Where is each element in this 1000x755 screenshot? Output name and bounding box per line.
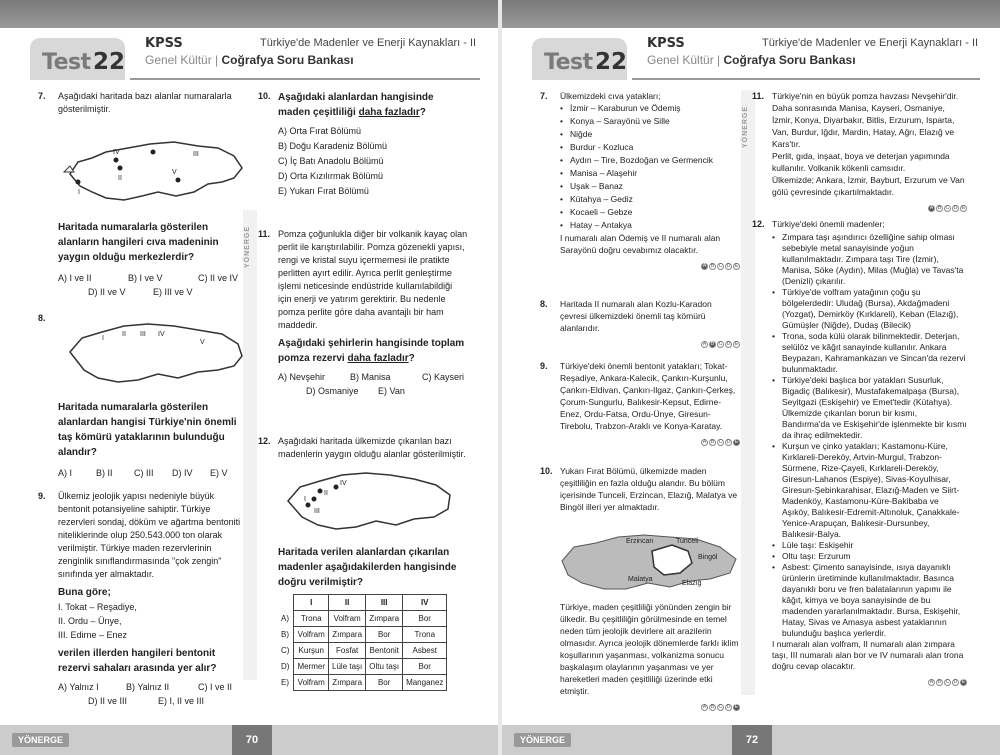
option-a[interactable]: A) Nevşehir (278, 372, 326, 382)
option-a[interactable]: A) Orta Fırat Bölümü (278, 126, 362, 136)
genel-kultur: Genel Kültür (647, 53, 714, 67)
bubble-a: A (702, 341, 707, 347)
turkey-map-svg (278, 461, 458, 541)
stem-a: Aşağıdaki şehirlerin hangisinde toplam pomza rezervi (278, 338, 465, 364)
stem-underlined: daha fazladır (347, 353, 409, 364)
map-label-ii: II (118, 175, 122, 182)
bubble-b: B (710, 704, 715, 710)
region-map-svg (560, 517, 740, 597)
test-label: Test (42, 50, 91, 75)
bubble-c: C (718, 263, 723, 269)
bubble-e: E (961, 679, 966, 685)
options-row-2 (58, 285, 243, 299)
top-band (0, 0, 500, 28)
option-c[interactable]: C) II ve IV (198, 273, 239, 283)
option-e[interactable]: E) I, II ve III (158, 696, 205, 706)
map-label-malatya: Malatya (628, 576, 653, 583)
bubble-e: E (734, 439, 739, 445)
answer-11 (752, 90, 967, 213)
page-footer (502, 725, 1000, 755)
table-cell: Zımpara (366, 611, 403, 627)
option-d[interactable]: D) Orta Kızılırmak Bölümü (278, 171, 384, 181)
option-d[interactable]: D) IV (172, 468, 193, 478)
table-cell: Oltu taşı (366, 659, 403, 675)
page-number: 70 (232, 725, 272, 755)
answer-number: 7. (540, 91, 548, 101)
table-cell: Bentonit (366, 643, 403, 659)
option-a[interactable]: A) I ve II (58, 273, 92, 283)
subject-title: Türkiye'de Madenler ve Enerji Kaynakları - II (260, 37, 477, 49)
table-cell: Volfram (294, 627, 329, 643)
map-label-i: I (78, 189, 80, 196)
question-7 (38, 90, 243, 299)
answer-10 (540, 465, 740, 712)
map-point-ii (118, 166, 123, 171)
map-label-elazig: Elazığ (682, 580, 702, 587)
region-map (560, 517, 740, 597)
table-row[interactable] (278, 611, 447, 627)
options (58, 466, 243, 480)
answer-outro: I numaralı alan Ödemiş ve II numaralı alan Sarayönü doğru cevabımız olacaktır. (560, 233, 721, 255)
options-row (58, 466, 243, 480)
list-item: • Türkiye'de volfram yatağının çoğu şu bölgelerdedir: Uludağ (Bursa), Akdağmadeni (Yozgat), Demirköy (Kırklareli), Keban (Elazığ), Gümüşler (Niğde), Dudaş (Bilecik) (772, 287, 967, 331)
footer-logo: YÖNERGE (514, 733, 571, 747)
question-8 (38, 312, 243, 480)
answer-outro: I numaralı alan volfram, II numaralı alan zımpara taşı, III numaralı alan bor ve IV numaralı alan trona doğru cevap olacaktır. (772, 639, 964, 671)
question-stem: Haritada numaralarla gösterilen alanların hangileri cıva madeninin yaygın olduğu merkezlerdir? (58, 222, 219, 263)
table-cell: Trona (294, 611, 329, 627)
table-cell: Bor (366, 675, 403, 691)
table-cell: Lüle taşı (329, 659, 366, 675)
option-e[interactable]: E) V (210, 468, 228, 478)
page-footer (0, 725, 500, 755)
answer-key (752, 200, 967, 213)
table-cell: Kurşun (294, 643, 329, 659)
answer-table (278, 594, 447, 691)
answer-bubbles (701, 341, 740, 348)
option-d[interactable]: D) II ve III (88, 696, 128, 706)
bubble-d: D (953, 205, 958, 211)
answer-bubbles (701, 704, 740, 711)
bubble-b: B (937, 679, 942, 685)
answer-text: Türkiye'nin en büyük pomza havzası Nevşehir'dir. Daha sonrasında Manisa, Kayseri, Osmaniye, İzmir, Konya, Diyarbakır, Bitlis, Erzurum, Isparta, Van, Burdur, Iğdır, Mardin, Hatay, Ağrı, Elazığ ve Kars'tır. (772, 91, 959, 149)
bubble-c: C (718, 704, 723, 710)
kpss-label: KPSS (145, 36, 183, 51)
option-e[interactable]: E) Yukarı Fırat Bölümü (278, 186, 369, 196)
options (58, 271, 243, 299)
option-a[interactable]: A) I (58, 468, 73, 478)
list-item: • Lüle taşı: Eskişehir (772, 540, 967, 551)
bubble-b: B (937, 205, 942, 211)
test-tab (30, 38, 125, 80)
option-b[interactable]: B) Yalnız II (126, 682, 170, 692)
bubble-a: A (702, 439, 707, 445)
bubble-d: D (726, 439, 731, 445)
right-page (502, 0, 1000, 755)
list-item: • Aydın – Tire, Bozdoğan ve Germencik (560, 154, 740, 167)
list-item: • Uşak – Banaz (560, 180, 740, 193)
genel-kultur: Genel Kültür (145, 53, 212, 67)
table-cell: Zımpara (329, 675, 366, 691)
side-logo: YÖNERGE (244, 226, 251, 269)
table-cell: Fosfat (329, 643, 366, 659)
items (58, 600, 243, 642)
map-label-bingol: Bingöl (698, 554, 718, 561)
bubble-c: C (945, 205, 950, 211)
question-text: Ülkemiz jeolojik yapısı nedeniyle büyük bentonit potansiyeline sahiptir. Türkiye rezervleri sondaj, döküm ve ağartma bentoniti niteliklerinde olup 250.543.000 ton olarak verilmiştir. Türkiye maden rezervlerinin zenginlik sınıflandırmasında "çok zengin" sınıfında yer almaktadır. (58, 491, 241, 579)
test-number: 22 (93, 49, 126, 75)
table-header: II (329, 595, 366, 611)
item-1: I. Tokat – Reşadiye, (58, 602, 137, 612)
bubble-a: A (702, 704, 707, 710)
map-point-iv (334, 485, 339, 490)
question-11 (258, 228, 468, 398)
answer-number: 12. (752, 219, 765, 229)
options-row-1 (58, 271, 243, 285)
header-rule (130, 78, 480, 80)
question-stem (278, 336, 468, 366)
option-c[interactable]: C) III (134, 468, 154, 478)
list-item: • Manisa – Alaşehir (560, 167, 740, 180)
stem-b: ? (419, 107, 426, 118)
list-item: • Burdur - Kozluca (560, 141, 740, 154)
list-item: • Konya – Sarayönü ve Sille (560, 115, 740, 128)
table-header: I (294, 595, 329, 611)
answer-key (540, 699, 740, 712)
question-text: Aşağıdaki haritada ülkemizde çıkarılan bazı madenlerin yaygın olduğu alanlar gösterilmiştir. (278, 436, 466, 459)
bubble-e: E (961, 205, 966, 211)
turkey-map-svg (58, 122, 248, 212)
stem-a: Aşağıdaki alanlardan hangisinde maden çeşitliliği (278, 92, 434, 118)
row-label: A) (281, 614, 289, 623)
map-label-ii: II (324, 490, 328, 497)
table-cell: Volfram (294, 675, 329, 691)
bubble-d: D (726, 341, 731, 347)
turkey-map (58, 312, 248, 394)
table-cell: Mermer (294, 659, 329, 675)
map-label-i: I (304, 496, 306, 503)
option-b[interactable]: B) II (96, 468, 113, 478)
footer-logo: YÖNERGE (12, 733, 69, 747)
answer-text-2: Perlit, gıda, inşaat, boya ve deterjan yapımında kullanılır. Volkanik kökenli camsıdır. (772, 151, 950, 173)
answer-bubbles (928, 205, 967, 212)
list-item: • Kurşun ve çinko yatakları; Kastamonu-Küre, Kırklareli-Dereköy, Artvin-Murgul, Trabzon-Sürmene, Rize-Çayeli, Kırklareli-Dereköy, Giresun-Lahanos (Espiye), Sivas-Koyulhisar, Giresun-Şebinkarahisar, Elazığ-Maden ve Siirt-Madenköy, Kastamonu-Küre-Bakibaba ve Aşıköy, Balıkesir-Edremit-Altınoluk, Çanakkale-Yenice-Arapuçan, Balıkesir-Dursunbey, Balıkesir-Balya. (772, 441, 967, 540)
item-2: II. Ordu – Ünye, (58, 616, 122, 626)
table-cell: Asbest (403, 643, 447, 659)
bubble-b: B (710, 439, 715, 445)
answer-key (540, 258, 740, 271)
question-stem (278, 90, 468, 120)
table-row[interactable] (278, 675, 447, 691)
subject-title: Türkiye'de Madenler ve Enerji Kaynakları - II (762, 37, 979, 49)
table-header-row (278, 595, 447, 611)
list-item: • Hatay – Antakya (560, 219, 740, 232)
answer-key (752, 674, 967, 687)
answer-text-2: Türkiye, maden çeşitliliği yönünden zengin bir ülkedir. Bu çeşitliliğin görülmesinde en temel neden tüm jeolojik devirlere ait arazilerin olmasıdır. Ayrıca jeolojik dönemlerde farklı iklim koşullarının yaşanması, volkanizma sonucu başkalaşım olaylarının yaşanması ve yer hareketleri maden çeşitliliği üzerinde etki etmiştir. (560, 602, 739, 696)
answer-number: 10. (540, 466, 553, 476)
header-rule (632, 78, 980, 80)
bubble-e: E (734, 704, 739, 710)
map-point-ii (318, 489, 323, 494)
question-9 (38, 490, 243, 708)
turkey-map-svg (58, 312, 248, 394)
turkey-map (58, 122, 248, 212)
answer-list (560, 102, 740, 232)
options-row-1 (278, 370, 468, 384)
list-item: • Kocaeli – Gebze (560, 206, 740, 219)
option-b[interactable]: B) Doğu Karadeniz Bölümü (278, 141, 388, 151)
answer-intro: Türkiye'deki önemli madenler; (772, 219, 885, 229)
question-number: 11. (258, 229, 271, 239)
options (278, 124, 468, 199)
table-header: IV (403, 595, 447, 611)
top-band (502, 0, 1000, 28)
row-label: D) (281, 662, 290, 671)
option-c[interactable]: C) İç Batı Anadolu Bölümü (278, 156, 384, 166)
answer-number: 9. (540, 361, 548, 371)
table-cell: Volfram (329, 611, 366, 627)
answer-list (772, 232, 967, 639)
option-d[interactable]: D) Osmaniye (306, 386, 359, 396)
page-number: 72 (732, 725, 772, 755)
list-item: • Oltu taşı: Erzurum (772, 551, 967, 562)
test-number: 22 (595, 49, 628, 75)
map-label-tunceli: Tunceli (676, 538, 699, 545)
bubble-a: A (702, 263, 707, 269)
option-b[interactable]: B) I ve V (128, 273, 163, 283)
table-cell: Bor (366, 627, 403, 643)
table-row[interactable] (278, 659, 447, 675)
answer-number: 8. (540, 299, 548, 309)
question-number: 7. (38, 91, 46, 101)
question-text: Pomza çoğunlukla diğer bir volkanik kayaç olan perlit ile karıştırılabilir. Pomza gözenekli yapısı, rengi ve kristal suyu içermemesi ile pratikte perlitten ayırt edilir. Ayrıca perlit genleştirme işlemi neticesinde endüstride kullanılabildiği için enerji ve yatırım gerektirir. Bu nedenle pomza perlite göre daha avantajlı bir ham maddedir. (278, 229, 468, 330)
table-header: III (366, 595, 403, 611)
option-c[interactable]: C) I ve II (198, 682, 233, 692)
map-label-iv: IV (340, 480, 347, 487)
test-tab (532, 38, 627, 80)
answer-number: 11. (752, 91, 765, 101)
answer-text: Haritada II numaralı alan Kozlu-Karadon çevresi ülkemizdeki önemli taş kömürü alanlarıdır. (560, 299, 712, 333)
question-stem: Haritada verilen alanlardan çıkarılan madenler aşağıdakilerden hangisinde doğru verilmiştir? (278, 547, 457, 588)
option-e[interactable]: E) III ve V (153, 287, 193, 297)
question-number: 8. (38, 313, 46, 323)
buna-gore: Buna göre; (58, 587, 111, 598)
bubble-c: C (718, 341, 723, 347)
map-point-iii (151, 150, 156, 155)
kpss-label: KPSS (647, 36, 685, 51)
map-label-i: I (102, 335, 104, 342)
answer-bubbles (701, 439, 740, 446)
answer-key (540, 336, 740, 349)
turkey-map (278, 461, 458, 541)
options-row-2 (278, 384, 468, 398)
question-stem: verilen illerden hangileri bentonit rezervi sahaları arasında yer alır? (58, 648, 217, 674)
table-row[interactable] (278, 643, 447, 659)
table-row[interactable] (278, 627, 447, 643)
answer-text: Yukarı Fırat Bölümü, ülkemizde maden çeşitliliğin en fazla olduğu alandır. Bu bölüm içerisinde Tunceli, Erzincan, Elazığ, Malatya ve Bingöl illeri yer almaktadır. (560, 466, 738, 512)
bubble-e: E (734, 341, 739, 347)
bubble-e: E (734, 263, 739, 269)
table-cell: Bor (403, 659, 447, 675)
answer-bubbles (928, 679, 967, 686)
page-header (0, 28, 500, 80)
map-label-ii: II (122, 331, 126, 338)
map-label-v: V (172, 169, 177, 176)
map-point-iv (114, 158, 119, 163)
page-header (502, 28, 1000, 80)
map-label-v: V (200, 339, 205, 346)
bubble-b: B (710, 263, 715, 269)
question-number: 12. (258, 436, 271, 446)
map-point-i (312, 497, 317, 502)
list-item: • İzmir – Karaburun ve Ödemiş (560, 102, 740, 115)
question-number: 10. (258, 91, 271, 101)
stem-underlined: daha fazladır (358, 107, 420, 118)
bubble-d: D (953, 679, 958, 685)
table-corner (278, 595, 294, 611)
map-label-erzincan: Erzincan (626, 538, 654, 545)
list-item: • Trona, soda külü olarak bilinmektedir. Deterjan, selülöz ve kâğıt sanayinde kullanılır. Ankara Beypazarı, Kahramankazan ve Sincan'da rezervi bulunmaktadır. (772, 331, 967, 375)
list-item: • Niğde (560, 128, 740, 141)
stem-b: ? (408, 353, 415, 364)
bubble-a: A (929, 679, 934, 685)
options (278, 370, 468, 398)
answer-9 (540, 360, 740, 447)
map-label-iii: III (193, 151, 199, 158)
question-stem: Haritada numaralarla gösterilen alanlardan hangisi Türkiye'nin önemli taş kömürü yataklarının bulunduğu alandır? (58, 402, 237, 458)
side-logo: YÖNERGE (742, 106, 749, 149)
answer-intro: Ülkemizdeki cıva yatakları; (560, 91, 661, 101)
table-cell: Bor (403, 611, 447, 627)
option-b[interactable]: B) Manisa (350, 372, 391, 382)
side-logo-strip (243, 210, 257, 680)
table-cell: Trona (403, 627, 447, 643)
map-label-iii: III (314, 508, 320, 515)
answer-8 (540, 298, 740, 349)
bubble-a: A (929, 205, 934, 211)
table-cell: Manganez (403, 675, 447, 691)
question-12 (258, 435, 468, 691)
options-row-2 (58, 694, 243, 708)
answer-12 (752, 218, 967, 687)
map-point-i (76, 180, 81, 185)
option-d[interactable]: D) II ve V (88, 287, 126, 297)
test-label: Test (544, 50, 593, 75)
row-label: E) (281, 678, 289, 687)
question-text: Aşağıdaki haritada bazı alanlar numaralarla gösterilmiştir. (58, 91, 232, 114)
answer-key (540, 434, 740, 447)
bubble-b: B (710, 341, 715, 347)
row-label: B) (281, 630, 289, 639)
bubble-d: D (726, 263, 731, 269)
answer-7 (540, 90, 740, 271)
options (58, 680, 243, 708)
map-label-iv: IV (113, 149, 120, 156)
book-subtitle: Genel Kültür | Coğrafya Soru Bankası (647, 53, 856, 67)
question-number: 9. (38, 491, 46, 501)
map-label-iii: III (140, 331, 146, 338)
list-item: • Türkiye'deki başlıca bor yatakları Susurluk, Bigadiç (Balıkesir), Mustafakemalpaşa (Bursa), Seyitgazi (Eskişehir) ve Emet'tedir (Kütahya). Ülkemizde çıkarılan borun bir kısmı, Bandırma'da ve Eskişehir'de işlenmekte bir kısmı da ihraç edilmektedir. (772, 375, 967, 441)
options-row-1 (58, 680, 243, 694)
row-label: C) (281, 646, 290, 655)
bubble-c: C (945, 679, 950, 685)
map-point-iii (306, 503, 311, 508)
bubble-c: C (718, 439, 723, 445)
book-subtitle: Genel Kültür | Coğrafya Soru Bankası (145, 53, 354, 67)
table-cell: Zımpara (329, 627, 366, 643)
item-3: III. Edirne – Enez (58, 630, 128, 640)
list-item: • Kütahya – Gediz (560, 193, 740, 206)
question-10 (258, 90, 468, 199)
list-item: • Asbest: Çimento sanayisinde, ısıya dayanıklı ürünlerin üretiminde kullanılmaktadır. Basınca dayanıklı boru ve fren balatalarının yapımı ile kâğıt, kimya ve boya sanayisinde de bu madenden yararlanılmaktadır. Bursa, Eskişehir, Hatay, Sivas ve Amasya asbest yataklarının bulunduğu başlıca yerlerdir. (772, 562, 967, 639)
list-item: • Zımpara taşı aşındırıcı özelliğine sahip olması sebebiyle metal sanayisinde yoğun kullanılmaktadır. Zımpara taşı Tire (İzmir), Manisa, Söke (Aydın), Milas (Muğla) ve Tavas'ta (Denizli) çıkarılır. (772, 232, 967, 287)
book-title: Coğrafya Soru Bankası (723, 53, 856, 67)
option-a[interactable]: A) Yalnız I (58, 682, 99, 692)
answer-bubbles (701, 263, 740, 270)
map-point-v (176, 178, 181, 183)
map-label-iv: IV (158, 331, 165, 338)
option-e[interactable]: E) Van (378, 386, 405, 396)
answer-text: Türkiye'deki önemli bentonit yatakları; Tokat-Reşadiye, Ankara-Kalecik, Çankırı-Kurşunlu, Çankırı-Eldivan, Çankırı-Ilgaz, Çankırı-Çerkeş, Çorum-Sungurlu, Balıkesir-Kepsut, Edirne-Enez, Ordu-Fatsa, Ordu-Ünye, Giresun-Tirebolu, Trabzon-Araklı ve Konya-Karatay. (560, 361, 736, 431)
option-c[interactable]: C) Kayseri (422, 372, 465, 382)
answer-text-3: Ülkemizde; Ankara, İzmir, Bayburt, Erzurum ve Van gölü çevresinde çıkartılmaktadır. (772, 175, 965, 197)
bubble-d: D (726, 704, 731, 710)
book-title: Coğrafya Soru Bankası (221, 53, 354, 67)
